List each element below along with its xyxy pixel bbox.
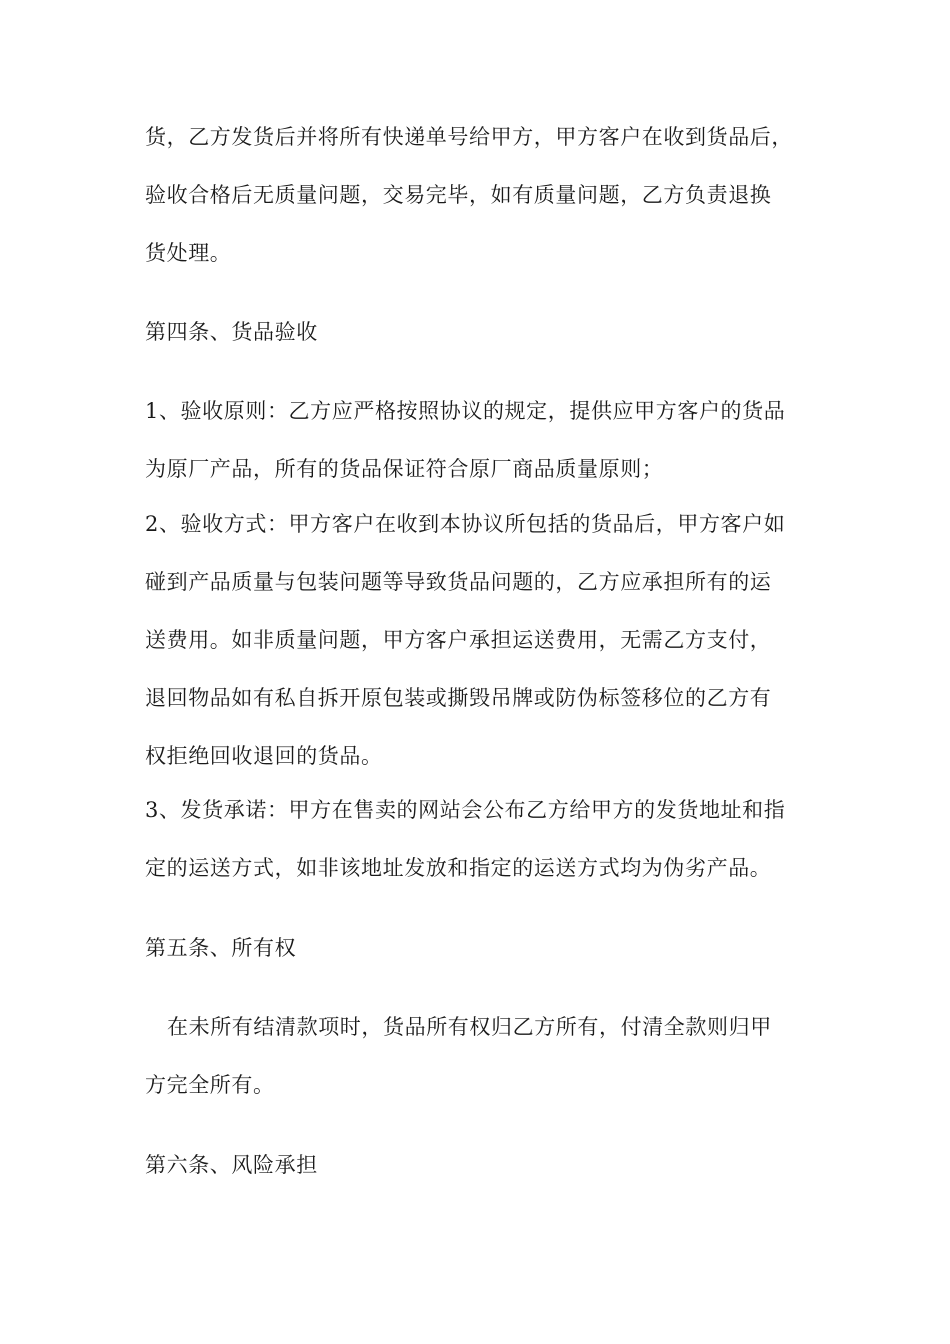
text-line: 货处理。 [145,241,232,265]
text-line: 2、验收方式：甲方客户在收到本协议所包括的货品后，甲方客户如 [145,512,786,536]
text-line: 在未所有结清款项时，货品所有权归乙方所有，付清全款则归甲 [167,1015,772,1039]
text-line: 方完全所有。 [145,1073,275,1097]
item-1 [145,382,815,498]
text-line: 送费用。如非质量问题，甲方客户承担运送费用，无需乙方支付， [145,628,772,652]
heading-article-5: 第五条、所有权 [145,936,297,960]
text-line: 为原厂产品，所有的货品保证符合原厂商品质量原则； [145,457,664,481]
item-2 [145,495,815,785]
item-3 [145,781,815,897]
paragraph-ownership [145,998,815,1114]
text-line: 权拒绝回收退回的货品。 [145,744,383,768]
text-line: 1、验收原则：乙方应严格按照协议的规定，提供应甲方客户的货品 [145,399,786,423]
paragraph-delivery [145,108,815,282]
heading-article-4: 第四条、货品验收 [145,320,318,344]
text-line: 3、发货承诺：甲方在售卖的网站会公布乙方给甲方的发货地址和指 [145,798,786,822]
text-line: 验收合格后无质量问题，交易完毕，如有质量问题，乙方负责退换 [145,183,772,207]
text-line: 货，乙方发货后并将所有快递单号给甲方，甲方客户在收到货品后， [145,125,793,149]
text-line: 碰到产品质量与包装问题等导致货品问题的，乙方应承担所有的运 [145,570,772,594]
heading-article-6: 第六条、风险承担 [145,1153,318,1177]
text-line: 定的运送方式，如非该地址发放和指定的运送方式均为伪劣产品。 [145,856,772,880]
text-line: 退回物品如有私自拆开原包装或撕毁吊牌或防伪标签移位的乙方有 [145,686,772,710]
